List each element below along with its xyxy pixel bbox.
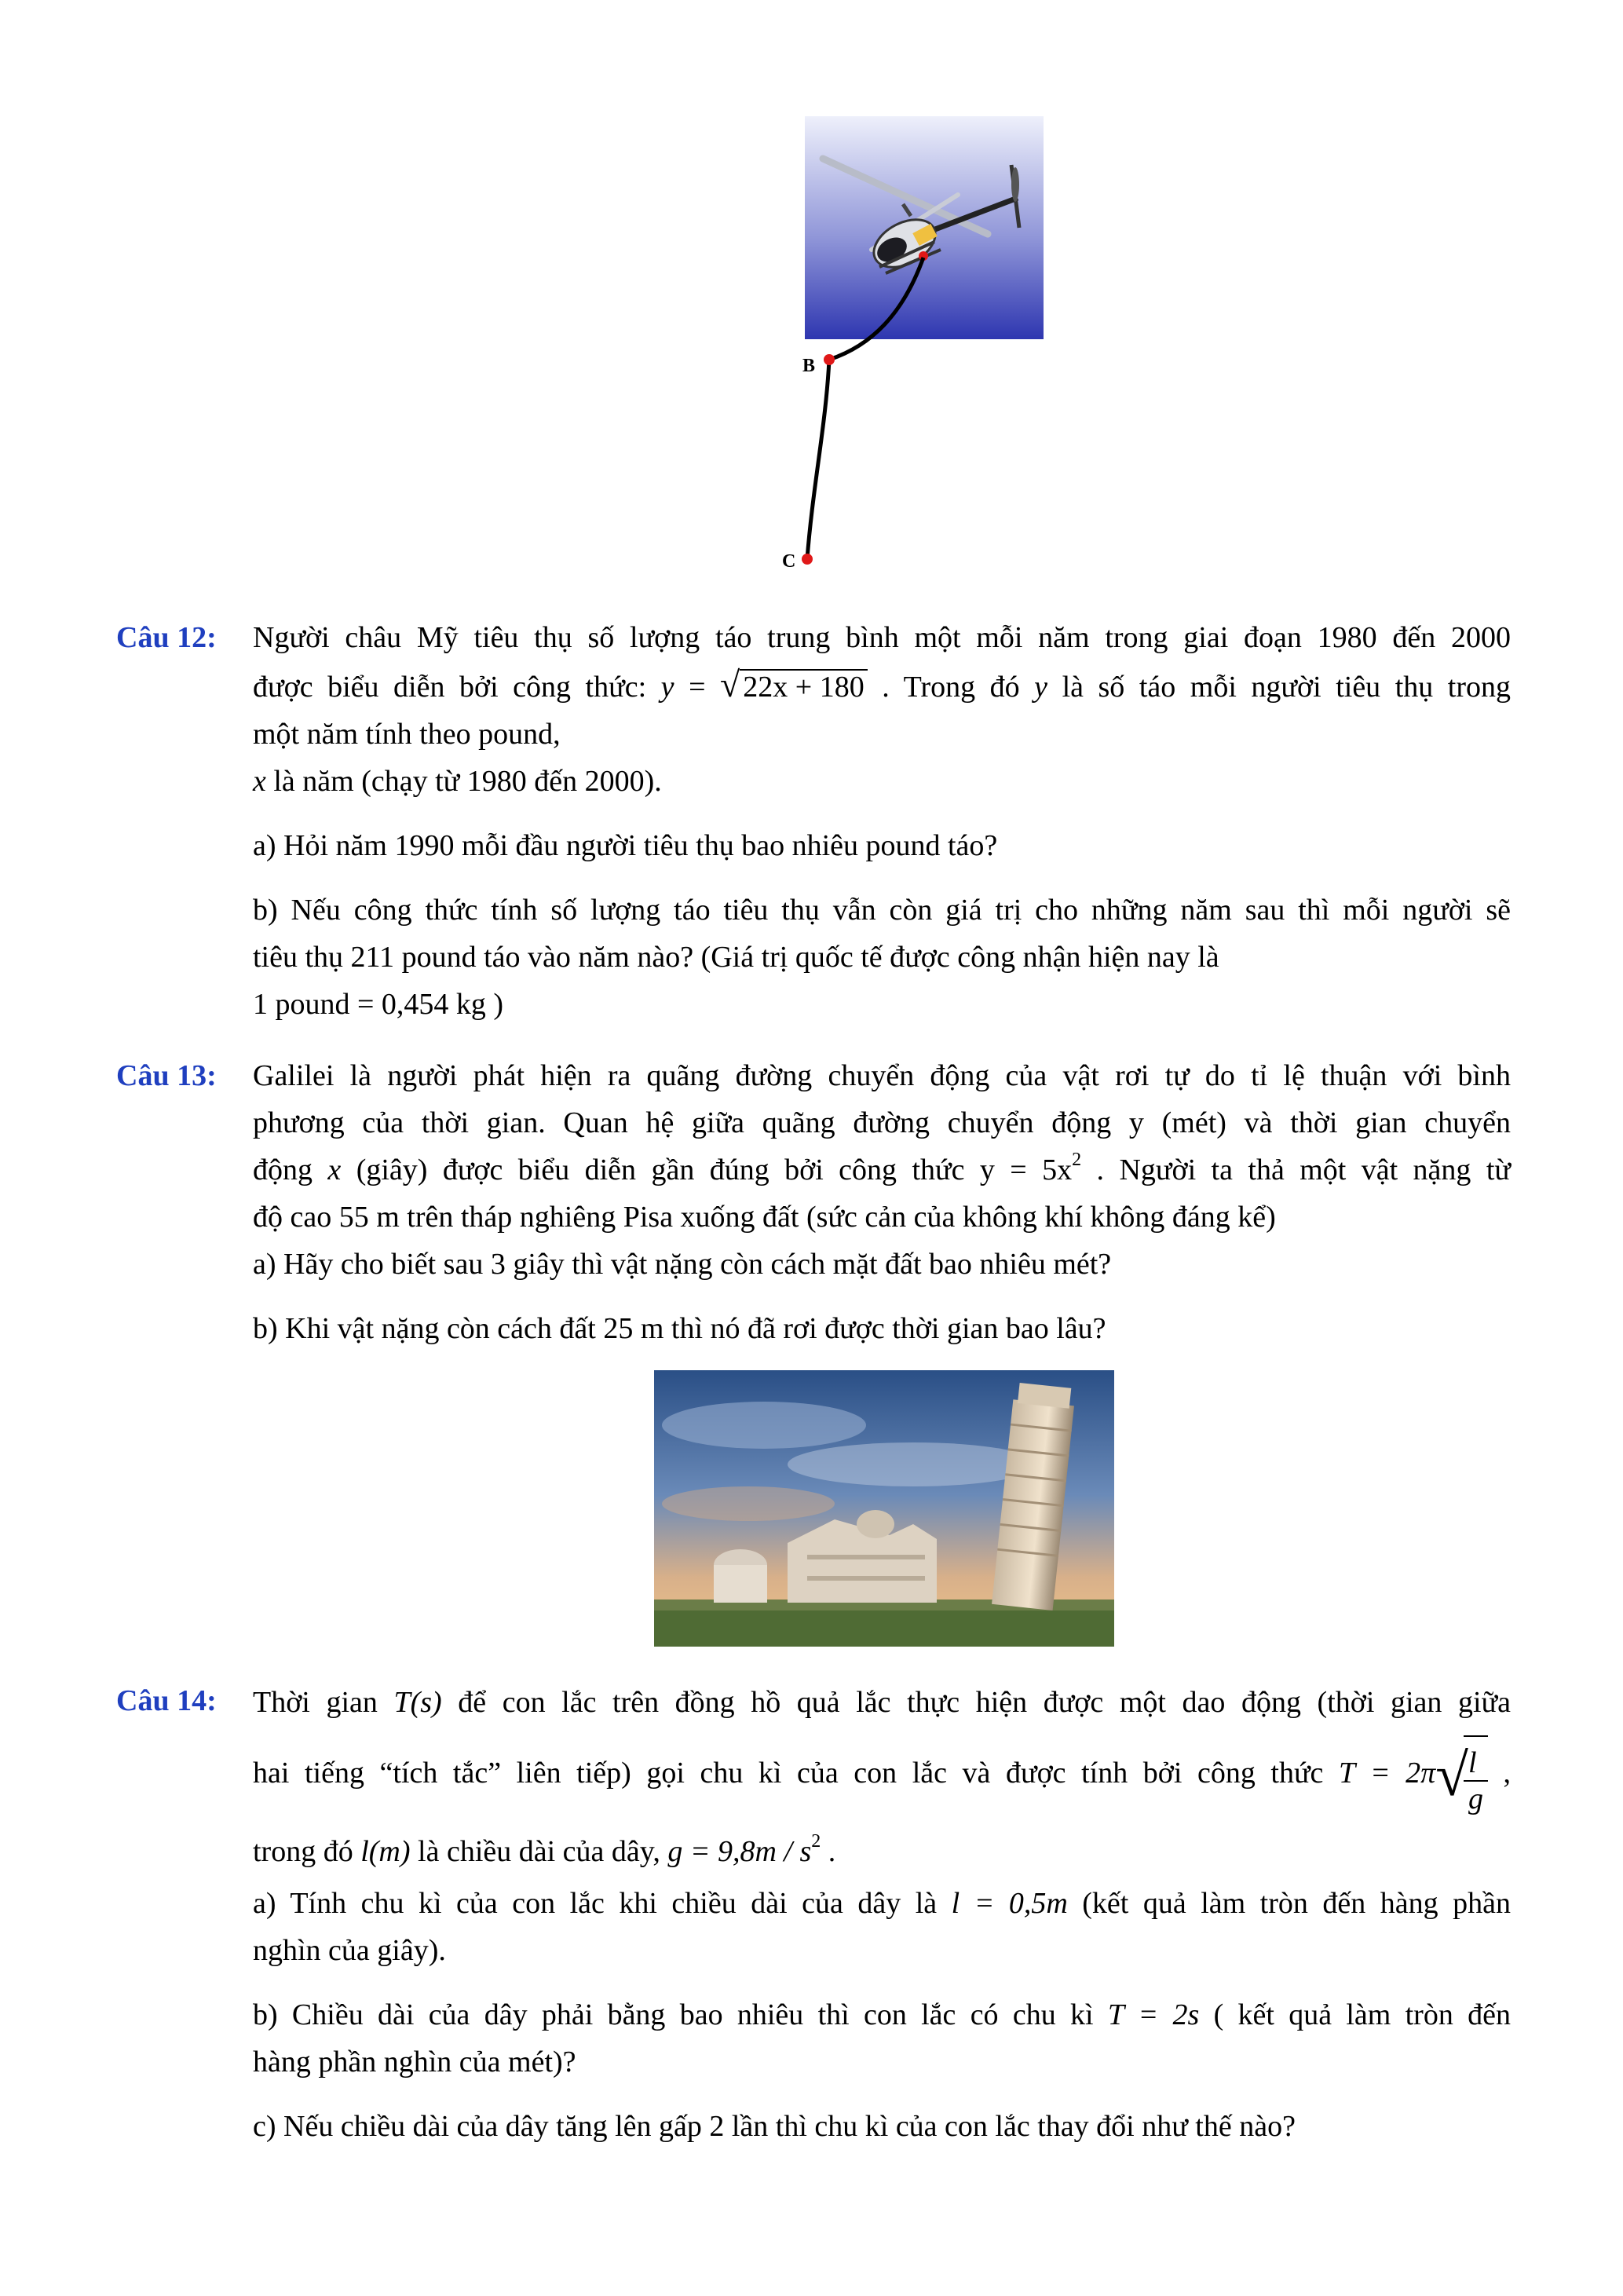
q12-part-b-line2: tiêu thụ 211 pound táo vào năm nào? (Giá trị quốc tế được công nhận hiện nay là [253, 941, 1219, 974]
q12-part-a: a) Hỏi năm 1990 mỗi đầu người tiêu thụ bao nhiêu pound táo? [253, 829, 998, 862]
helicopter-figure [782, 110, 1068, 581]
q12-line2: được biểu diễn bởi công thức: y = √ 22x + 180 . Trong đó y là số táo mỗi người tiêu thụ trong [253, 661, 1511, 711]
q12-line1: Người châu Mỹ tiêu thụ số lượng táo trung bình một mỗi năm trong giai đoạn 1980 đến 2000 [253, 621, 1511, 654]
l-over-g-fraction: $\frac{l}{g}$ [1464, 1746, 1488, 1816]
q13-line1: Galilei là người phát hiện ra quãng đường chuyển động của vật rơi tự do tỉ lệ thuận với bình [253, 1059, 1511, 1092]
q13-part-a: a) Hãy cho biết sau 3 giây thì vật nặng còn cách mặt đất bao nhiêu mét? [253, 1248, 1112, 1281]
q14-line2: hai tiếng “tích tắc” liên tiếp) gọi chu kì của con lắc và được tính bởi công thức T = 2π√ $\frac{l}{g}$ , [253, 1732, 1511, 1819]
q13-line4: độ cao 55 m trên tháp nghiêng Pisa xuống đất (sức cản của không khí không đáng kể) [253, 1201, 1276, 1234]
q12-line3: một năm tính theo pound, [253, 718, 561, 751]
question-12-label: Câu 12: [116, 621, 217, 654]
q14-part-a-line1: a) Tính chu kì của con lắc khi chiều dài của dây là l = 0,5m (kết quả làm tròn đến hàng phần [253, 1887, 1511, 1921]
point-c-label: C [782, 551, 796, 572]
question-12-body [253, 614, 1511, 1028]
q14-part-b-line1: b) Chiều dài của dây phải bằng bao nhiêu thì con lắc có chu kì T = 2s ( kết quả làm tròn đến [253, 1998, 1511, 2032]
question-14-label: Câu 14: [116, 1684, 217, 1717]
q14-line1: Thời gian T(s) để con lắc trên đồng hồ quả lắc thực hiện được một dao động (thời gian giữa [253, 1686, 1511, 1719]
point-c-marker [802, 554, 813, 565]
pisa-tower-photo [654, 1370, 1114, 1647]
q14-part-a-line2: nghìn của giây). [253, 1934, 446, 1968]
q14-line3: trong đó l(m) là chiều dài của dây, $g = 9,8m / s^2$ . [253, 1831, 836, 1869]
q14-part-b-line2: hàng phần nghìn của mét)? [253, 2046, 576, 2079]
q12-line4: x là năm (chạy từ 1980 đến 2000). [253, 765, 662, 798]
q13-line2: phương của thời gian. Quan hệ giữa quãng đường chuyển động y (mét) và thời gian chuyển [253, 1106, 1511, 1139]
point-b-marker [824, 354, 835, 365]
question-13-label: Câu 13: [116, 1059, 217, 1092]
question-14-body [253, 1677, 1511, 2150]
q14-part-c: c) Nếu chiều dài của dây tăng lên gấp 2 lần thì chu kì của con lắc thay đổi như thế nào? [253, 2110, 1296, 2144]
q12-part-b-line1: b) Nếu công thức tính số lượng táo tiêu thụ vẫn còn giá trị cho những năm sau thì mỗi người sẽ [253, 894, 1511, 927]
question-13-body [253, 1052, 1511, 1352]
sqrt-formula: √ 22x + 180 [720, 661, 868, 711]
q13-line3: động x (giây) được biểu diễn gần đúng bởi công thức $y = 5x^2$ . Người ta thả một vật nặng từ [253, 1150, 1511, 1186]
point-b-label: B [802, 356, 816, 376]
q13-part-b: b) Khi vật nặng còn cách đất 25 m thì nó đã rơi được thời gian bao lâu? [253, 1312, 1106, 1345]
q12-part-b-line3: 1 pound = 0,454 kg ) [253, 988, 504, 1021]
